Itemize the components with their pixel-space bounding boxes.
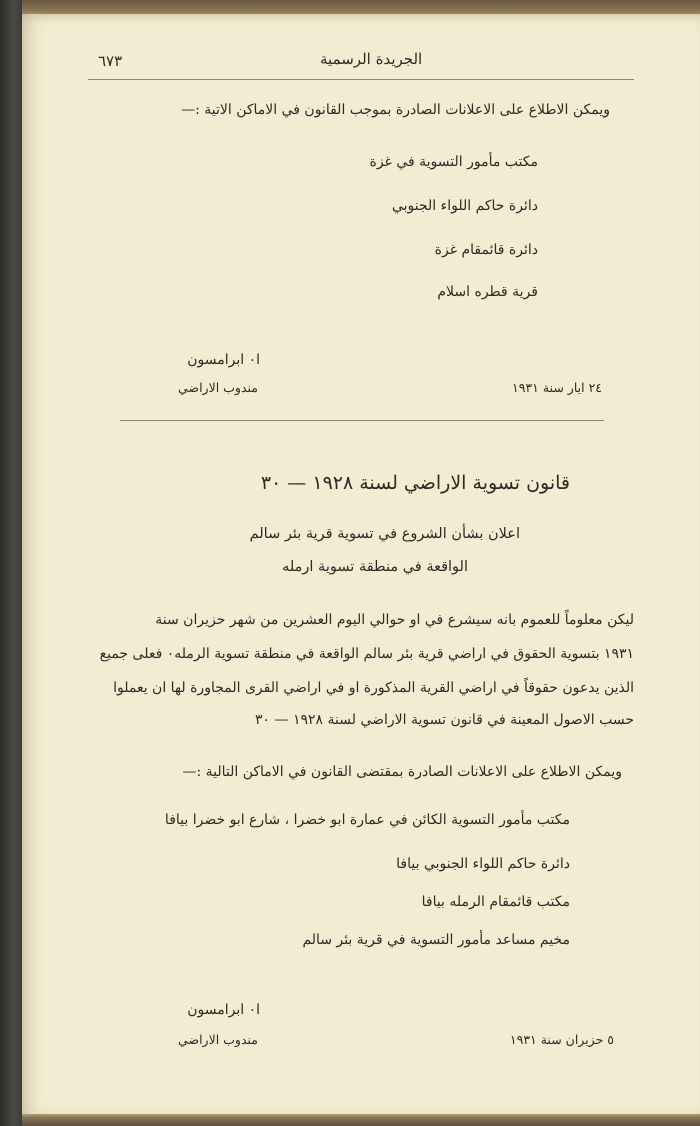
notice1-place-4: قرية قطره اسلام bbox=[437, 284, 538, 300]
section-divider bbox=[120, 420, 604, 421]
notice2-place-4: مخيم مساعد مأمور التسوية في قرية بئر سالم bbox=[302, 932, 570, 948]
notice2-paragraph-line2: ١٩٣١ بتسوية الحقوق في اراضي قرية بئر سالم الواقعة في منطقة تسوية الرمله٠ فعلى جميع bbox=[99, 646, 634, 662]
notice1-place-1: مكتب مأمور التسوية في غزة bbox=[369, 154, 538, 170]
document-page bbox=[22, 14, 700, 1114]
notice2-title: قانون تسوية الاراضي لسنة ١٩٢٨ — ٣٠ bbox=[260, 472, 570, 494]
notice1-date: ٢٤ ايار سنة ١٩٣١ bbox=[512, 380, 602, 395]
notice2-paragraph-line1: ليكن معلوماً للعموم بانه سيشرع في او حوالي اليوم العشرين من شهر حزيران سنة bbox=[155, 612, 634, 628]
notice2-signatory-name: ا٠ ابرامسون bbox=[187, 1002, 260, 1018]
notice2-date: ٥ حزيران سنة ١٩٣١ bbox=[509, 1032, 614, 1047]
notice2-place-2: دائرة حاكم اللواء الجنوبي بيافا bbox=[396, 856, 570, 872]
notice1-intro: ويمكن الاطلاع على الاعلانات الصادرة بموجب القانون في الاماكن الاتية :— bbox=[181, 102, 610, 118]
notice2-paragraph-line4: حسب الاصول المعينة في قانون تسوية الاراضي لسنة ١٩٢٨ — ٣٠ bbox=[255, 712, 634, 728]
notice2-subtitle-line1: اعلان بشأن الشروع في تسوية قرية بئر سالم bbox=[249, 526, 520, 542]
notice2-subtitle-line2: الواقعة في منطقة تسوية ارمله bbox=[282, 559, 468, 575]
page-number: ٦٧٣ bbox=[98, 52, 123, 70]
journal-title: الجريدة الرسمية bbox=[320, 50, 423, 68]
notice1-place-3: دائرة قائمقام غزة bbox=[434, 242, 538, 258]
page-bottom-edge bbox=[22, 1112, 700, 1126]
notice2-place-3: مكتب قائمقام الرمله بيافا bbox=[421, 894, 570, 910]
notice2-signatory-title: مندوب الاراضي bbox=[178, 1032, 258, 1047]
notice1-place-2: دائرة حاكم اللواء الجنوبي bbox=[391, 198, 538, 214]
notice1-signatory-title: مندوب الاراضي bbox=[178, 380, 258, 395]
book-binding bbox=[0, 0, 22, 1126]
header-rule bbox=[88, 79, 634, 80]
notice1-signatory-name: ا٠ ابرامسون bbox=[187, 352, 260, 368]
notice2-paragraph-line3: الذين يدعون حقوقاً في اراضي القرية المذكورة او في اراضي القرى المجاورة لها ان يعملوا bbox=[113, 680, 634, 696]
notice2-place-1: مكتب مأمور التسوية الكائن في عمارة ابو خضرا ، شارع ابو خضرا بيافا bbox=[164, 812, 570, 828]
notice2-intro: ويمكن الاطلاع على الاعلانات الصادرة بمقتضى القانون في الاماكن التالية :— bbox=[182, 764, 622, 780]
